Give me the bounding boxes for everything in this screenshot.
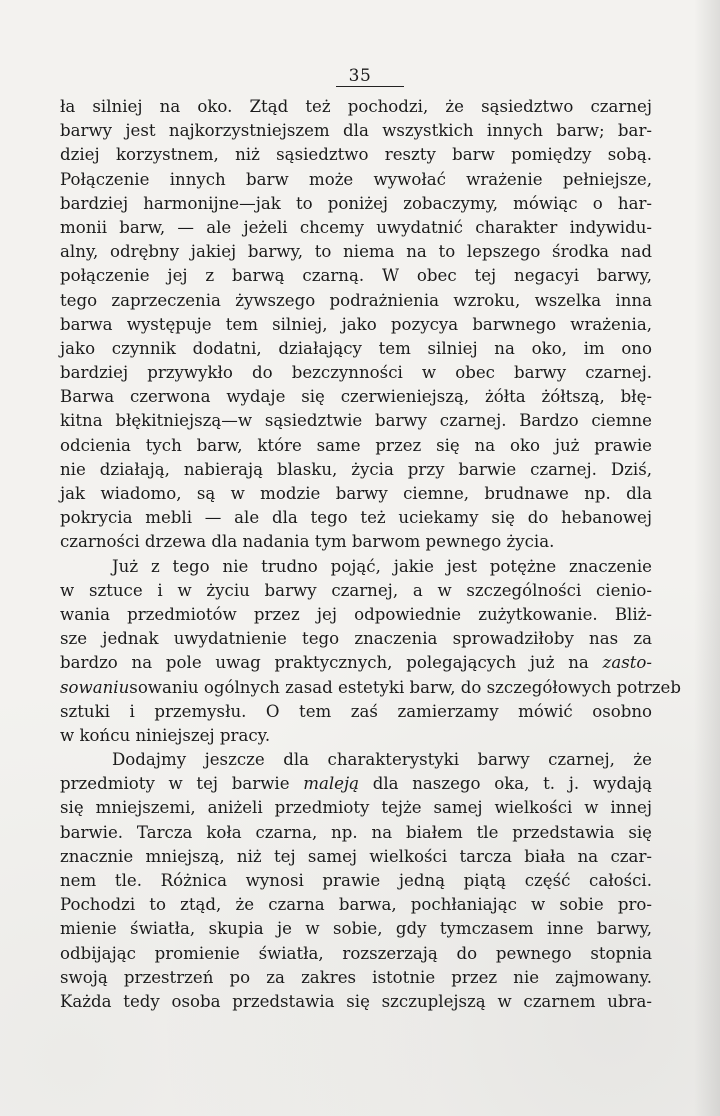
text-line: jak wiadomo, są w modzie barwy ciemne, brudnawe np. dla — [60, 484, 652, 503]
text-line: Barwa czerwona wydaje się czerwieniejszą, żółta żółtszą, błę- — [60, 387, 652, 407]
italic-word: zasto- — [602, 653, 652, 673]
text-line: Już z tego nie trudno pojąć, jakie jest potężne znaczenie — [112, 556, 652, 576]
text-line: znacznie mniejszą, niż tej samej wielkości tarcza biała na czar- — [60, 846, 652, 866]
italic-word: sowaniu — [60, 677, 130, 697]
text-line: swoją przestrzeń po za zakres istotnie przez nie zajmowany. — [60, 967, 652, 987]
text-line: alny, odrębny jakiej barwy, to niema na to lepszego środka nad — [60, 242, 652, 262]
text-line: ła silniej na oko. Ztąd też pochodzi, że sąsiedztwo czarnej — [60, 97, 652, 116]
text-line: się mniejszemi, aniżeli przedmioty tejże samej wielkości w innej — [60, 798, 652, 818]
text-line: czarności drzewa dla nadania tym barwom pewnego życia. — [60, 532, 555, 552]
italic-word: maleją — [303, 774, 360, 794]
text-line: nie działają, nabierają blasku, życia przy barwie czarnej. Dziś, — [60, 459, 652, 479]
text-line: wania przedmiotów przez jej odpowiednie zużytkowanie. Bliż- — [60, 604, 652, 624]
text-line: jako czynnik dodatni, działający tem silniej na oko, im ono — [60, 338, 652, 358]
text-line: monii barw, — ale jeżeli chcemy uwydatnić charakter indywidu- — [60, 217, 652, 237]
body-text — [60, 95, 681, 1014]
text-line: barwa występuje tem silniej, jako pozycya barwnego wrażenia, — [60, 314, 652, 334]
text-line-segment: sowaniu ogólnych zasad estetyki barw, do szczegółowych potrzeb — [129, 677, 681, 697]
text-line: Pochodzi to ztąd, że czarna barwa, pochłaniając w sobie pro- — [60, 895, 652, 915]
text-line: w końcu niniejszej pracy. — [60, 725, 271, 745]
text-line: odcienia tych barw, które same przez się na oko już prawie — [60, 435, 652, 455]
text-line: barwie. Tarcza koła czarna, np. na białem tle przedstawia się — [60, 822, 652, 842]
text-line: bardziej przywykło do bezczynności w obec barwy czarnej. — [60, 363, 652, 383]
text-line — [60, 676, 681, 700]
text-line: Połączenie innych barw może wywołać wrażenie pełniejsze, — [60, 169, 652, 189]
text-line-segment: dla naszego oka, t. j. wydają — [359, 774, 652, 794]
text-line — [60, 651, 652, 675]
page-number: 35 — [348, 66, 372, 86]
text-line: tego zaprzeczenia żywszego podrażnienia wzroku, wszelka inna — [60, 290, 652, 310]
text-line: sze jednak uwydatnienie tego znaczenia sprowadziłoby nas za — [60, 629, 652, 649]
text-line-segment: bardzo na pole uwag praktycznych, polegających już na — [60, 653, 603, 673]
text-line: odbijając promienie światła, rozszerzają do pewnego stopnia — [60, 943, 652, 963]
text-line: Każda tedy osoba przedstawia się szczuplejszą w czarnem ubra- — [60, 991, 652, 1011]
text-line: kitna błękitniejszą—w sąsiedztwie barwy czarnej. Bardzo ciemne — [60, 411, 652, 431]
text-line: dziej korzystnem, niż sąsiedztwo reszty barw pomiędzy sobą. — [60, 145, 652, 165]
text-line-segment: przedmioty w tej barwie — [60, 774, 304, 794]
text-line: Dodajmy jeszcze dla charakterystyki barwy czarnej, że — [112, 750, 652, 770]
text-line: sztuki i przemysłu. O tem zaś zamierzamy mówić osobno — [60, 701, 652, 721]
text-line: pokrycia mebli — ale dla tego też uciekamy się do hebanowej — [60, 508, 652, 528]
text-line: połączenie jej z barwą czarną. W obec tej negacyi barwy, — [60, 266, 652, 286]
text-line: barwy jest najkorzystniejszem dla wszystkich innych barw; bar- — [60, 121, 652, 141]
text-line: mienie światła, skupia je w sobie, gdy tymczasem inne barwy, — [60, 919, 652, 939]
text-line: bardziej harmonijne—jak to poniżej zobaczymy, mówiąc o har- — [60, 193, 652, 213]
page-edge-shadow — [694, 0, 720, 1116]
text-line: nem tle. Różnica wynosi prawie jedną piątą część całości. — [60, 871, 652, 890]
text-line — [60, 772, 652, 796]
text-line: w sztuce i w życiu barwy czarnej, a w szczególności cienio- — [60, 580, 652, 600]
page-number-underline — [336, 86, 404, 87]
